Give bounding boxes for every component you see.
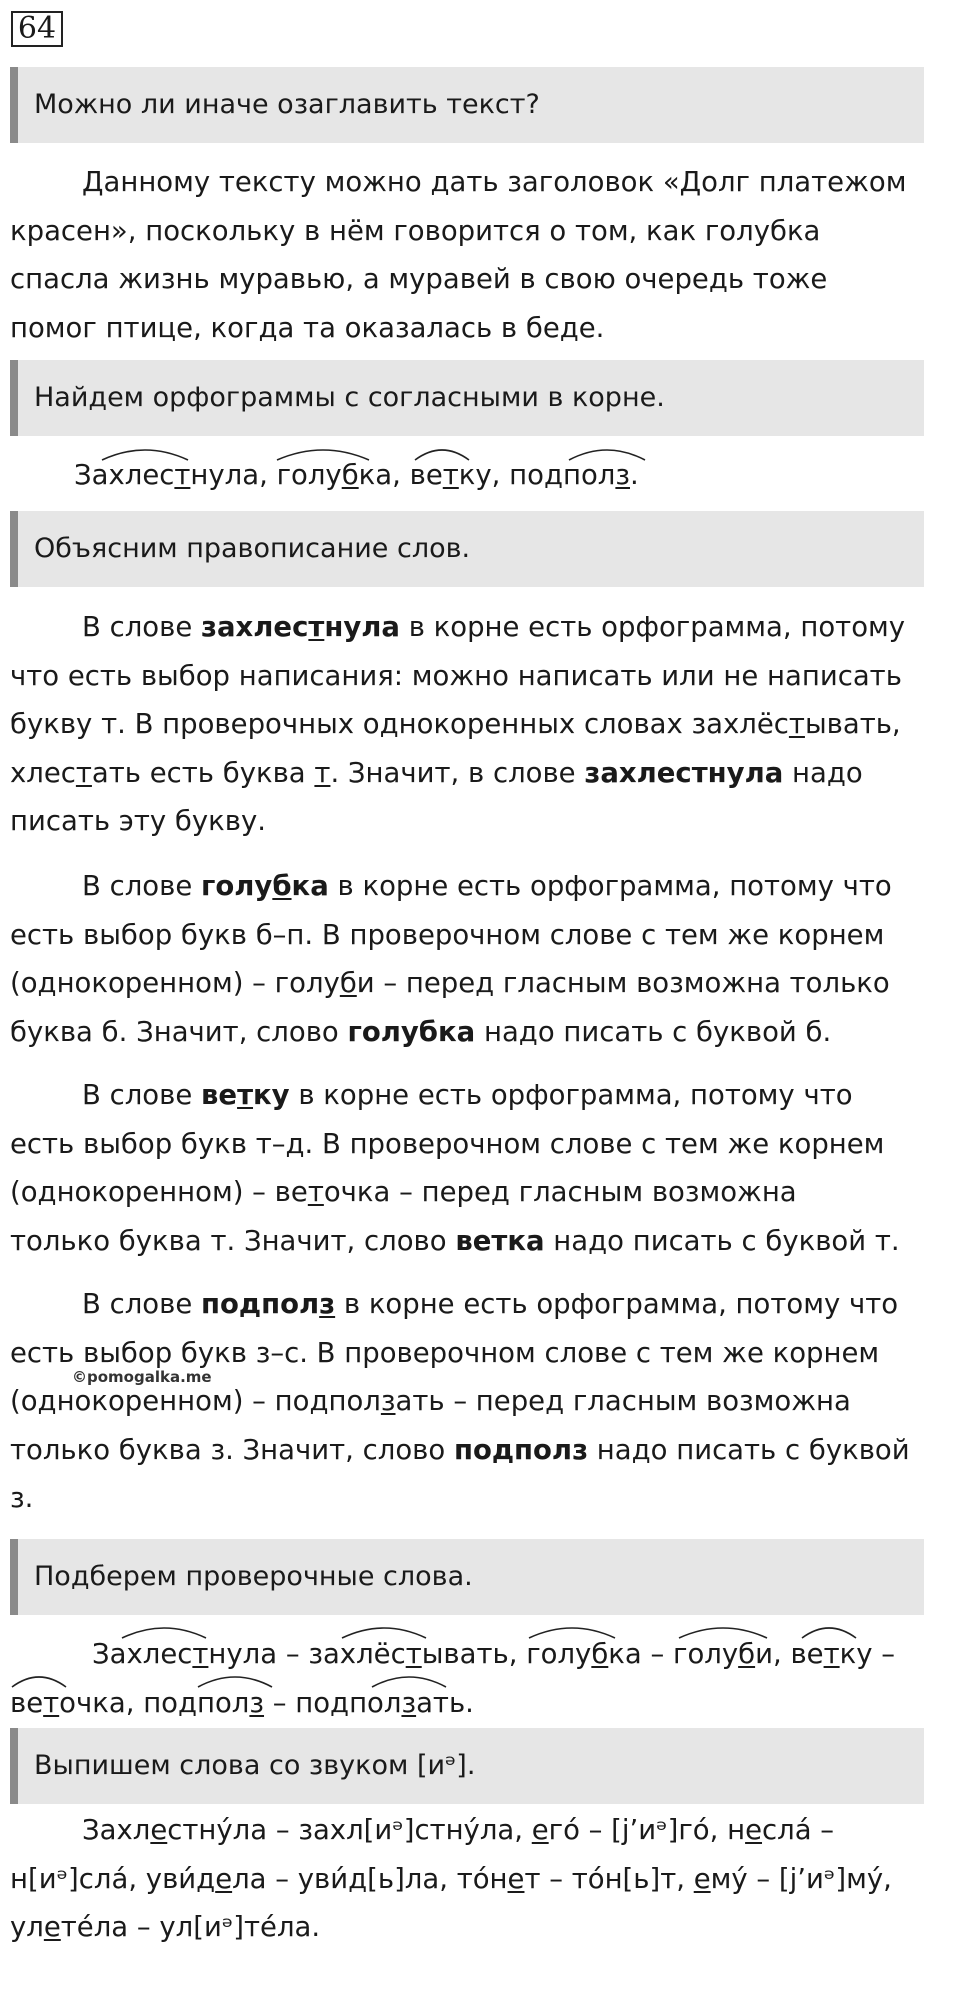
orthogram-words (74, 451, 960, 500)
bold-word: ку (253, 1079, 290, 1111)
section-header: Выпишем слова со звуком [иᵊ]. (10, 1728, 924, 1804)
text-part: ать. (416, 1686, 474, 1719)
text-line: з. (10, 1482, 34, 1514)
watermark: ©pomogalka.me (72, 1368, 212, 1386)
text-line: помог птице, когда та оказалась в беде. (10, 311, 605, 344)
bold-word: захлестнула (584, 756, 784, 789)
text-line: красен», поскольку в нём говорится о том, как голубка (10, 214, 821, 247)
root-arc-mark (10, 1673, 68, 1689)
text-part: в корне есть орфограмма, потому (399, 611, 906, 643)
text-part: ывать, голу (421, 1638, 592, 1670)
text-part: только буква з. Значит, слово (10, 1433, 454, 1466)
orthogram-letter: б (272, 870, 292, 902)
text-part: Захл (82, 1814, 151, 1846)
explanation-paragraph (10, 1280, 945, 1523)
bold-word: ве (201, 1079, 238, 1111)
section-header: Объясним правописание слов. (10, 511, 924, 587)
explanation-paragraph (10, 862, 945, 1056)
text-part: В слове (82, 870, 201, 902)
root-arc-mark (370, 1673, 448, 1689)
text-part: т – то́н[ь]т, (524, 1862, 694, 1895)
word-part: ве (409, 459, 443, 491)
orthogram-letter: з (249, 1686, 265, 1719)
word-part: . (630, 459, 639, 491)
vowel-letter: е (43, 1911, 61, 1943)
bold-word: нула (324, 611, 400, 643)
text-part: те́ла – ул[иᵊ]те́ла. (60, 1911, 321, 1943)
section-header: Найдем орфограммы с согласными в корне. (10, 360, 924, 436)
bold-word: захлес (201, 611, 309, 643)
orthogram-letter: з (319, 1288, 336, 1320)
text-part: ку – (839, 1638, 895, 1670)
bold-word: ветка (455, 1224, 545, 1257)
word-part: голу (276, 459, 342, 491)
root-arc-mark (340, 1624, 428, 1640)
orthogram-letter: з (401, 1686, 417, 1719)
orthogram-letter: т (405, 1638, 422, 1670)
text-part: стну́ла – захл[иᵊ]стну́ла, (167, 1814, 532, 1846)
text-part: в корне есть орфограмма, потому что (328, 870, 892, 902)
section-header: Можно ли иначе озаглавить текст? (10, 67, 924, 143)
sound-words (10, 1806, 945, 1952)
word-part: ку, (458, 459, 510, 491)
text-part: очка – перед гласным возможна (323, 1176, 797, 1208)
text-part: В слове (82, 611, 201, 643)
text-part: – подпол (264, 1686, 402, 1719)
orthogram-letter: т (192, 1638, 209, 1670)
orthogram-letter: т (308, 611, 325, 643)
explanation-paragraph (10, 1071, 945, 1265)
orthogram-letter: т (307, 1176, 324, 1208)
text-part: надо писать с буквой т. (544, 1224, 900, 1257)
text-line: писать эту букву. (10, 805, 266, 837)
bold-word: голубка (347, 1015, 476, 1048)
text-line: есть выбор букв з–с. В проверочном слове с тем же корнем (10, 1336, 880, 1369)
text-part: ка – голу (608, 1638, 739, 1670)
text-part: буква б. Значит, слово (10, 1015, 348, 1048)
text-line: спасла жизнь муравью, а муравей в свою очередь тоже (10, 263, 828, 295)
text-line: Данному тексту можно дать заголовок «Долг платежом (82, 166, 907, 198)
text-part: ывать, (804, 708, 901, 740)
check-words (10, 1630, 945, 1727)
orthogram-letter: т (314, 756, 331, 789)
orthogram-letter: т (788, 708, 805, 740)
text-part: ул (10, 1911, 44, 1943)
root-arc-mark (527, 1624, 617, 1640)
text-part: нула – захлёс (208, 1638, 406, 1670)
bold-word: подполз (453, 1433, 589, 1466)
orthogram-letter: б (341, 459, 359, 491)
text-part: в корне есть орфограмма, потому что (335, 1288, 899, 1320)
text-part: очка, подпол (59, 1686, 250, 1719)
root-arc-mark (413, 446, 471, 462)
text-line: есть выбор букв б–п. В проверочном слове с тем же корнем (10, 918, 885, 951)
text-part: н[иᵊ]сла́, уви́д (10, 1862, 216, 1895)
word-part: ка, (358, 459, 410, 491)
bold-word: голу (201, 870, 273, 902)
vowel-letter: е (531, 1814, 549, 1846)
root-arc-mark (800, 1624, 858, 1640)
orthogram-letter: т (174, 459, 191, 491)
text-part: только буква т. Значит, слово (10, 1224, 456, 1257)
text-part: В слове (82, 1079, 201, 1111)
text-part: в корне есть орфограмма, потому что (289, 1079, 853, 1111)
bold-word: ка (291, 870, 329, 902)
word-part: Захлес (74, 459, 175, 491)
root-arc-mark (567, 446, 647, 462)
root-arc-mark (120, 1624, 208, 1640)
text-part: надо писать с буквой (588, 1433, 910, 1466)
root-arc-mark (677, 1624, 769, 1640)
vowel-letter: е (215, 1862, 233, 1895)
section-header: Подберем проверочные слова. (10, 1539, 924, 1615)
text-part: сла́ – (762, 1814, 835, 1846)
task-number: 64 (11, 11, 63, 47)
vowel-letter: е (507, 1862, 525, 1895)
text-line: есть выбор букв т–д. В проверочном слове с тем же корнем (10, 1127, 885, 1160)
root-arc-mark (196, 1673, 274, 1689)
answer-paragraph (10, 158, 945, 352)
vowel-letter: е (693, 1862, 711, 1895)
text-part: надо (783, 756, 863, 789)
text-part: букву т. В проверочных однокоренных словах захлёс (10, 708, 789, 740)
orthogram-letter: з (380, 1385, 396, 1417)
text-part: (однокоренном) – голу (10, 967, 340, 999)
orthogram-letter: т (43, 1686, 60, 1719)
orthogram-letter: б (339, 967, 357, 999)
orthogram-letter: б (591, 1638, 609, 1670)
text-part: ла – уви́д[ь]ла, то́н (232, 1862, 508, 1895)
text-part: надо писать с буквой б. (475, 1015, 832, 1048)
vowel-letter: е (745, 1814, 763, 1846)
orthogram-letter: б (738, 1638, 756, 1670)
text-part: го́ – [j’иᵊ]го́, н (548, 1814, 746, 1846)
text-line: что есть выбор написания: можно написать или не написать (10, 659, 902, 692)
orthogram-letter: т (442, 459, 459, 491)
root-arc-mark (275, 446, 371, 462)
text-part: В слове (82, 1288, 201, 1320)
text-part: и, ве (755, 1638, 824, 1670)
orthogram-letter: з (615, 459, 630, 491)
text-part: (однокоренном) – ве (10, 1176, 308, 1208)
root-arc-mark (100, 446, 190, 462)
explanation-paragraph (10, 603, 945, 846)
text-part: (однокоренном) – подпол (10, 1385, 381, 1417)
text-part: ать – перед гласным возможна (395, 1385, 851, 1417)
text-part: ать есть буква (91, 756, 315, 789)
orthogram-letter: т (237, 1079, 254, 1111)
bold-word: подпол (201, 1288, 320, 1320)
word-part: нула, (190, 459, 277, 491)
word-part: подпол (509, 459, 616, 491)
text-part: . Значит, в слове (330, 756, 585, 789)
text-part: Захлес (92, 1638, 193, 1670)
text-part: хлес (10, 756, 76, 789)
vowel-letter: е (150, 1814, 168, 1846)
orthogram-letter: т (75, 756, 92, 789)
text-part: му́ – [j’иᵊ]му́, (710, 1862, 892, 1895)
text-part: и – перед гласным возможна только (356, 967, 890, 999)
text-part: ве (10, 1686, 44, 1719)
orthogram-letter: т (823, 1638, 840, 1670)
